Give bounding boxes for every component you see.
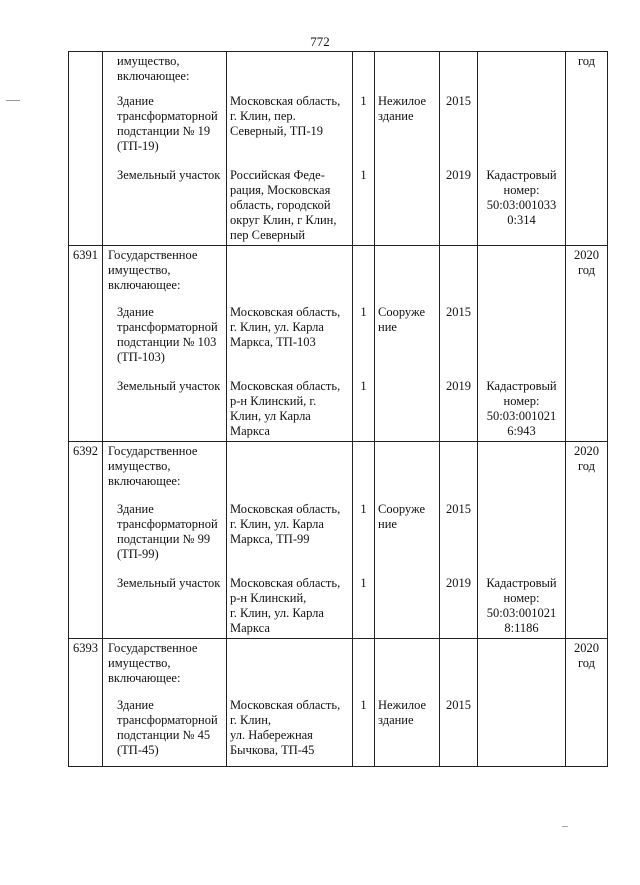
property-quantity <box>353 442 375 500</box>
property-note: Кадастровый номер: 50:03:001021 6:943 <box>478 377 566 442</box>
entry-number <box>69 303 103 377</box>
property-note <box>478 638 566 696</box>
entry-date: год <box>566 52 608 92</box>
property-address <box>227 245 353 303</box>
entry-number: 6391 <box>69 245 103 303</box>
table-row <box>69 92 608 166</box>
property-year <box>440 442 478 500</box>
entry-number <box>69 500 103 574</box>
table-row <box>69 500 608 574</box>
property-type <box>375 52 440 92</box>
property-quantity: 1 <box>353 500 375 574</box>
property-note <box>478 442 566 500</box>
entry-date <box>566 92 608 166</box>
scan-mark <box>562 826 568 827</box>
property-year: 2019 <box>440 377 478 442</box>
property-address: Московская область, г. Клин, ул. Карла Маркса, ТП-103 <box>227 303 353 377</box>
entry-date <box>566 303 608 377</box>
property-name: Государственное имущество, включающее: <box>103 442 227 500</box>
property-quantity <box>353 245 375 303</box>
property-type <box>375 245 440 303</box>
property-note <box>478 696 566 766</box>
property-type <box>375 377 440 442</box>
property-year: 2015 <box>440 92 478 166</box>
property-quantity: 1 <box>353 303 375 377</box>
property-name: Здание трансформаторной подстанции № 45 (ТП-45) <box>103 696 227 766</box>
table-row <box>69 574 608 639</box>
property-name: Земельный участок <box>103 574 227 639</box>
table-row <box>69 303 608 377</box>
entry-number: 6392 <box>69 442 103 500</box>
property-type: Сооруже ние <box>375 303 440 377</box>
property-name: Здание трансформаторной подстанции № 19 (ТП-19) <box>103 92 227 166</box>
entry-date: 2020 год <box>566 245 608 303</box>
property-name: Здание трансформаторной подстанции № 99 (ТП-99) <box>103 500 227 574</box>
property-year: 2015 <box>440 303 478 377</box>
table-row <box>69 638 608 696</box>
table-row <box>69 166 608 246</box>
property-quantity: 1 <box>353 92 375 166</box>
property-quantity: 1 <box>353 696 375 766</box>
property-note <box>478 303 566 377</box>
property-address <box>227 442 353 500</box>
entry-date <box>566 166 608 246</box>
entry-date <box>566 500 608 574</box>
property-registry-table <box>68 51 608 767</box>
property-type: Сооруже ние <box>375 500 440 574</box>
property-name: Государственное имущество, включающее: <box>103 638 227 696</box>
property-type <box>375 638 440 696</box>
entry-number: 6393 <box>69 638 103 696</box>
property-address: Московская область, г. Клин, ул. Карла Маркса, ТП-99 <box>227 500 353 574</box>
property-type <box>375 166 440 246</box>
page-number: 772 <box>310 34 330 49</box>
property-address: Московская область, г. Клин, ул. Набережная Бычкова, ТП-45 <box>227 696 353 766</box>
property-address: Московская область, р-н Клинский, г. Клин, ул. Карла Маркса <box>227 574 353 639</box>
property-note <box>478 245 566 303</box>
property-note <box>478 92 566 166</box>
table-row <box>69 696 608 766</box>
property-name: имущество, включающее: <box>103 52 227 92</box>
entry-number <box>69 574 103 639</box>
property-year: 2019 <box>440 166 478 246</box>
property-name: Здание трансформаторной подстанции № 103 (ТП-103) <box>103 303 227 377</box>
property-year: 2015 <box>440 696 478 766</box>
property-address: Московская область, г. Клин, пер. Северный, ТП-19 <box>227 92 353 166</box>
property-quantity: 1 <box>353 377 375 442</box>
property-type <box>375 574 440 639</box>
property-quantity: 1 <box>353 166 375 246</box>
property-year: 2015 <box>440 500 478 574</box>
entry-date <box>566 574 608 639</box>
margin-mark <box>6 100 20 101</box>
property-type: Нежилое здание <box>375 696 440 766</box>
property-name: Земельный участок <box>103 377 227 442</box>
property-address: Московская область, р-н Клинский, г. Клин, ул Карла Маркса <box>227 377 353 442</box>
entry-number <box>69 52 103 92</box>
table-row <box>69 442 608 500</box>
property-address: Российская Феде- рация, Московская область, городской округ Клин, г Клин, пер Северный <box>227 166 353 246</box>
property-quantity <box>353 638 375 696</box>
entry-number <box>69 696 103 766</box>
property-type <box>375 442 440 500</box>
property-note: Кадастровый номер: 50:03:001021 8:1186 <box>478 574 566 639</box>
entry-date <box>566 377 608 442</box>
property-type: Нежилое здание <box>375 92 440 166</box>
property-year <box>440 52 478 92</box>
entry-date: 2020 год <box>566 638 608 696</box>
property-note: Кадастровый номер: 50:03:001033 0:314 <box>478 166 566 246</box>
table-row <box>69 377 608 442</box>
property-note <box>478 52 566 92</box>
property-note <box>478 500 566 574</box>
property-name: Государственное имущество, включающее: <box>103 245 227 303</box>
property-name: Земельный участок <box>103 166 227 246</box>
property-quantity: 1 <box>353 574 375 639</box>
table-row <box>69 245 608 303</box>
property-year <box>440 245 478 303</box>
entry-number <box>69 92 103 166</box>
entry-date: 2020 год <box>566 442 608 500</box>
entry-number <box>69 166 103 246</box>
table-row <box>69 52 608 92</box>
property-address <box>227 638 353 696</box>
entry-date <box>566 696 608 766</box>
property-quantity <box>353 52 375 92</box>
entry-number <box>69 377 103 442</box>
property-year <box>440 638 478 696</box>
property-year: 2019 <box>440 574 478 639</box>
property-address <box>227 52 353 92</box>
